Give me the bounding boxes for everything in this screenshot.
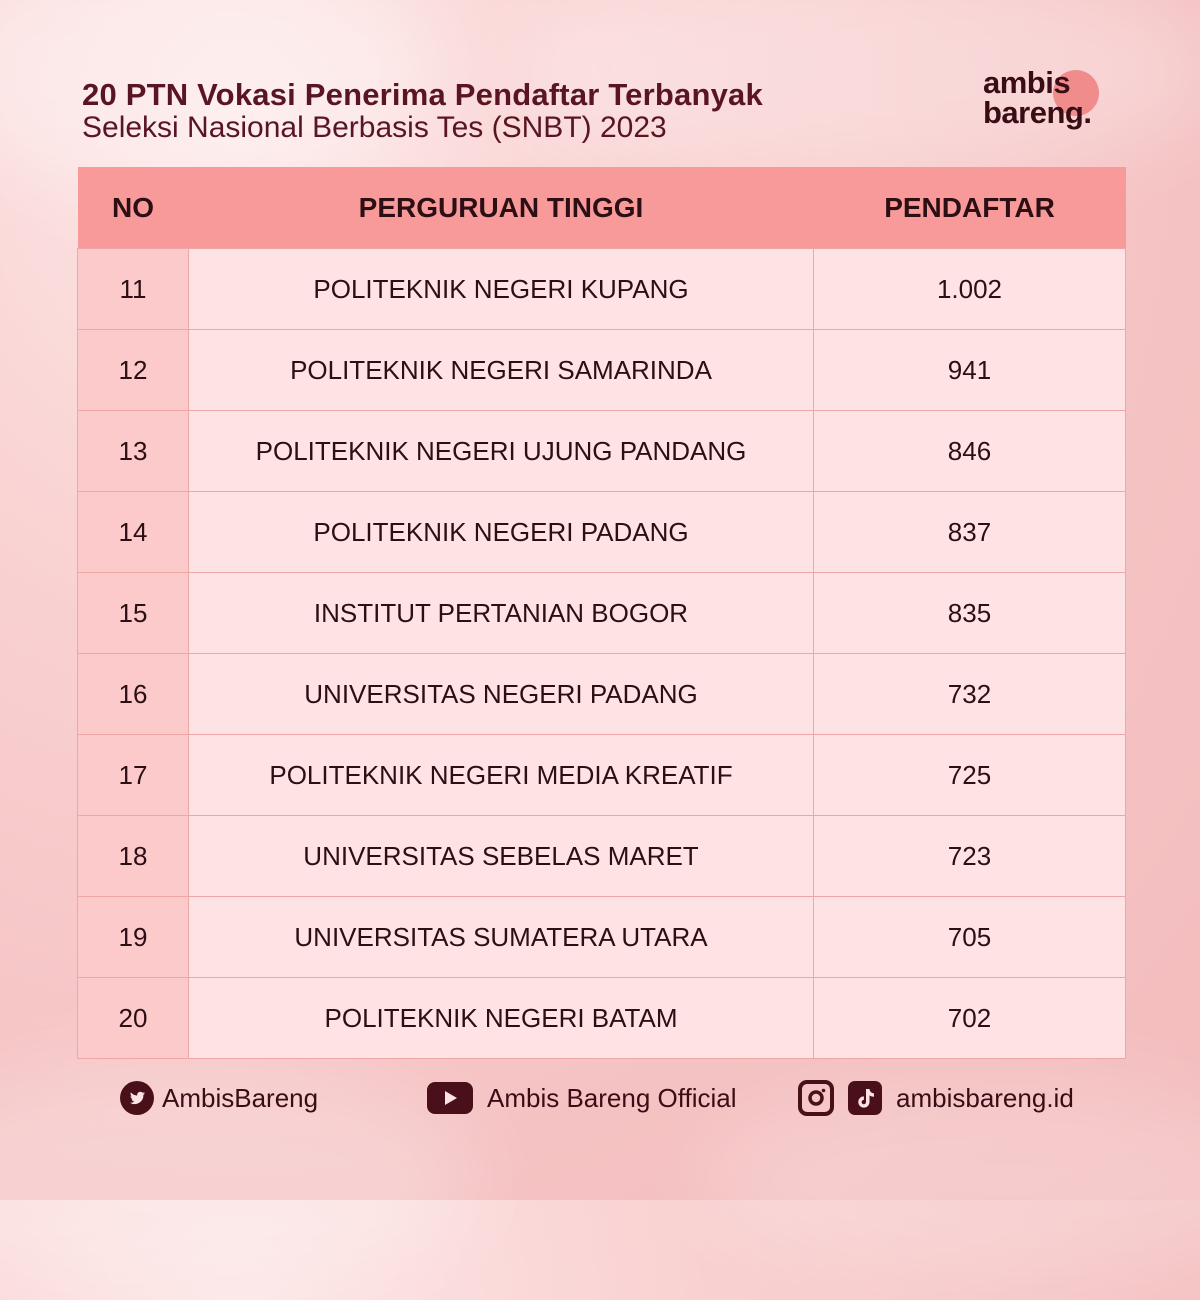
footer-twitter[interactable] bbox=[120, 1078, 318, 1118]
university-name: POLITEKNIK NEGERI UJUNG PANDANG bbox=[189, 411, 814, 492]
row-number: 15 bbox=[78, 573, 189, 654]
row-number: 19 bbox=[78, 897, 189, 978]
header bbox=[82, 78, 763, 144]
footer-youtube[interactable] bbox=[427, 1078, 737, 1118]
column-header-university: PERGURUAN TINGGI bbox=[189, 167, 814, 249]
logo-line-1: ambis bbox=[983, 65, 1071, 100]
university-name: UNIVERSITAS SEBELAS MARET bbox=[189, 816, 814, 897]
page-title: 20 PTN Vokasi Penerima Pendaftar Terbanyak bbox=[82, 77, 763, 112]
page-subtitle: Seleksi Nasional Berbasis Tes (SNBT) 2023 bbox=[82, 111, 667, 144]
table-row bbox=[78, 411, 1126, 492]
table-row bbox=[78, 816, 1126, 897]
applicant-count: 837 bbox=[814, 492, 1126, 573]
twitter-icon bbox=[120, 1081, 154, 1115]
university-name: POLITEKNIK NEGERI MEDIA KREATIF bbox=[189, 735, 814, 816]
table-row bbox=[78, 978, 1126, 1059]
row-number: 13 bbox=[78, 411, 189, 492]
ambis-bareng-logo bbox=[983, 65, 1123, 132]
ranking-table bbox=[77, 167, 1126, 1059]
table-row bbox=[78, 249, 1126, 330]
applicant-count: 835 bbox=[814, 573, 1126, 654]
youtube-channel: Ambis Bareng Official bbox=[487, 1082, 737, 1113]
university-name: POLITEKNIK NEGERI PADANG bbox=[189, 492, 814, 573]
footer-social[interactable] bbox=[798, 1078, 1074, 1118]
table-row bbox=[78, 897, 1126, 978]
table-row bbox=[78, 654, 1126, 735]
university-name: INSTITUT PERTANIAN BOGOR bbox=[189, 573, 814, 654]
youtube-icon bbox=[427, 1082, 473, 1114]
row-number: 20 bbox=[78, 978, 189, 1059]
row-number: 11 bbox=[78, 249, 189, 330]
university-name: POLITEKNIK NEGERI BATAM bbox=[189, 978, 814, 1059]
applicant-count: 941 bbox=[814, 330, 1126, 411]
column-header-applicants: PENDAFTAR bbox=[814, 167, 1126, 249]
applicant-count: 702 bbox=[814, 978, 1126, 1059]
table-row bbox=[78, 492, 1126, 573]
twitter-handle: AmbisBareng bbox=[162, 1082, 319, 1113]
table-row bbox=[78, 573, 1126, 654]
table-row bbox=[78, 330, 1126, 411]
university-name: UNIVERSITAS NEGERI PADANG bbox=[189, 654, 814, 735]
university-name: POLITEKNIK NEGERI SAMARINDA bbox=[189, 330, 814, 411]
logo-line-2: bareng. bbox=[983, 95, 1092, 130]
column-header-no: NO bbox=[78, 167, 189, 249]
applicant-count: 725 bbox=[814, 735, 1126, 816]
table-header-row bbox=[78, 167, 1126, 249]
applicant-count: 846 bbox=[814, 411, 1126, 492]
instagram-icon bbox=[798, 1080, 834, 1116]
row-number: 12 bbox=[78, 330, 189, 411]
table-row bbox=[78, 735, 1126, 816]
university-name: POLITEKNIK NEGERI KUPANG bbox=[189, 249, 814, 330]
university-name: UNIVERSITAS SUMATERA UTARA bbox=[189, 897, 814, 978]
applicant-count: 1.002 bbox=[814, 249, 1126, 330]
row-number: 18 bbox=[78, 816, 189, 897]
row-number: 17 bbox=[78, 735, 189, 816]
tiktok-icon bbox=[848, 1081, 882, 1115]
row-number: 16 bbox=[78, 654, 189, 735]
applicant-count: 732 bbox=[814, 654, 1126, 735]
row-number: 14 bbox=[78, 492, 189, 573]
website-link: ambisbareng.id bbox=[896, 1082, 1074, 1113]
applicant-count: 723 bbox=[814, 816, 1126, 897]
applicant-count: 705 bbox=[814, 897, 1126, 978]
